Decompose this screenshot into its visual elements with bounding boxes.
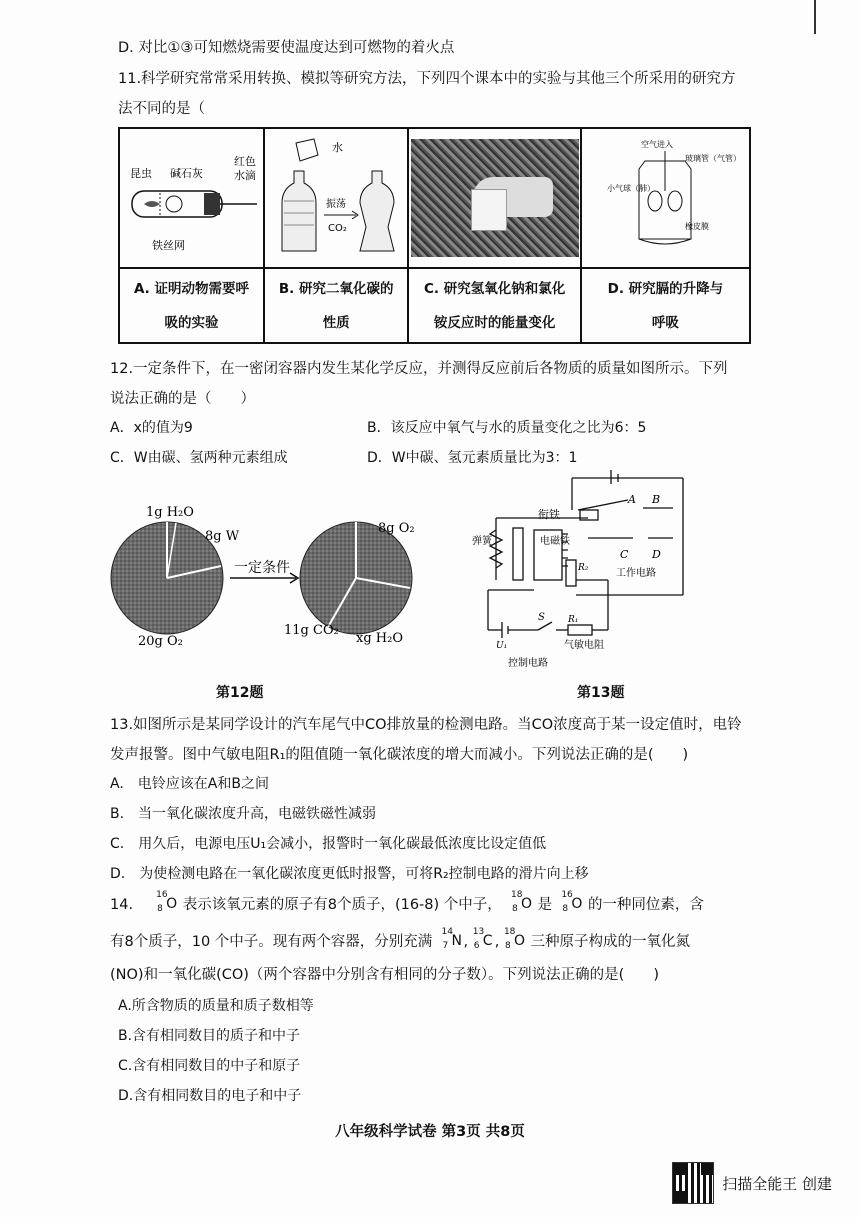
q11-stem-line2: 法不同的是（ — [118, 101, 205, 117]
q14-stem-line1: 14. 16 8 O 表示该氧元素的原子有8个质子，(16-8) 个中子， 18 8 O 是 16 8 O 的一种同位素，含 — [110, 890, 704, 914]
page-footer: 八年级科学试卷 第3页 共8页 — [335, 1124, 525, 1140]
q11-option-a[interactable]: A. 证明动物需要呼 吸的实验 — [119, 268, 264, 343]
svg-text:衔铁: 衔铁 — [538, 508, 560, 521]
svg-text:控制电路: 控制电路 — [508, 658, 548, 669]
svg-text:水滴: 水滴 — [233, 169, 256, 182]
isotope-o18: 18 8 O — [511, 890, 533, 914]
q12-option-a[interactable]: A．x的值为9 — [110, 420, 193, 436]
q11-option-c[interactable]: C. 研究氢氧化钠和氯化 铵反应时的能量变化 — [408, 268, 580, 343]
scanner-stamp — [672, 1162, 832, 1204]
q12-option-b[interactable]: B．该反应中氧气与水的质量变化之比为6：5 — [367, 420, 647, 436]
svg-text:铁丝网: 铁丝网 — [151, 239, 185, 252]
svg-text:橡皮膜: 橡皮膜 — [685, 222, 710, 231]
q14-option-a[interactable]: A.所含物质的质量和质子数相等 — [118, 998, 314, 1014]
q13-stem-line1: 13.如图所示是某同学设计的汽车尾气中CO排放量的检测电路。当CO浓度高于某一设定值时，电铃 — [110, 717, 742, 733]
q13-caption: 第13题 — [577, 685, 625, 701]
isotope-o16-ref: 16 8 O — [561, 890, 583, 914]
svg-text:工作电路: 工作电路 — [616, 568, 656, 579]
before-h2o-label: 1g H₂O — [146, 505, 194, 520]
co2-bottle-apparatus — [266, 131, 406, 261]
q12-caption: 第12题 — [216, 685, 264, 701]
svg-text:昆虫: 昆虫 — [129, 167, 152, 180]
animal-respiration-apparatus — [122, 131, 262, 261]
svg-text:R₁: R₁ — [568, 615, 579, 625]
q11-figure-d — [581, 128, 750, 268]
q12-stem-line2: 说法正确的是（ ） — [110, 391, 255, 407]
svg-text:振荡: 振荡 — [326, 199, 347, 210]
q13-option-c[interactable]: C. 用久后，电源电压U₁会减小，报警时一氧化碳最低浓度比设定值低 — [110, 836, 547, 852]
q11-figure-b — [264, 128, 408, 268]
svg-text:S: S — [538, 612, 545, 623]
after-h2o-label: xg H₂O — [356, 631, 403, 646]
q11-stem-line1: 11.科学研究常常采用转换、模拟等研究方法，下列四个课本中的实验与其他三个所采用的研究方 — [118, 71, 736, 87]
diaphragm-model — [585, 131, 745, 261]
svg-text:红色: 红色 — [233, 155, 256, 168]
q11-option-b[interactable]: B. 研究二氧化碳的 性质 — [264, 268, 408, 343]
before-o2-label: 20g O₂ — [138, 634, 183, 649]
svg-text:玻璃管（气管）: 玻璃管（气管） — [685, 154, 742, 163]
q14-option-b[interactable]: B.含有相同数目的质子和中子 — [118, 1028, 301, 1044]
svg-text:U₁: U₁ — [496, 641, 508, 651]
reaction-photo — [411, 139, 579, 257]
isotope-n14: 14 7 N — [441, 927, 462, 951]
svg-text:CO₂: CO₂ — [328, 223, 348, 234]
q12-stem-line1: 12.一定条件下，在一密闭容器内发生某化学反应，并测得反应前后各物质的质量如图所示。下列 — [110, 361, 728, 377]
svg-text:弹簧: 弹簧 — [472, 536, 492, 547]
q12-option-d[interactable]: D．W中碳、氢元素质量比为3：1 — [367, 450, 578, 466]
svg-text:A: A — [628, 493, 636, 506]
svg-text:小气球（肺）: 小气球（肺） — [607, 184, 656, 193]
isotope-c13: 13 6 C — [472, 927, 493, 951]
page-edge-mark — [814, 0, 816, 34]
q13-option-d[interactable]: D. 为使检测电路在一氧化碳浓度更低时报警，可将R₂控制电路的滑片向上移 — [110, 866, 589, 882]
q11-figure-a — [119, 128, 264, 268]
q11-options-table — [118, 127, 751, 344]
svg-text:电磁铁: 电磁铁 — [540, 536, 570, 547]
before-w-label: 8g W — [205, 529, 240, 544]
qr-code-icon — [672, 1162, 714, 1204]
q10-option-d: D. 对比①③可知燃烧需要使温度达到可燃物的着火点 — [118, 40, 455, 56]
svg-text:C: C — [620, 548, 629, 561]
svg-text:B: B — [652, 493, 661, 506]
q13-option-b[interactable]: B. 当一氧化碳浓度升高，电磁铁磁性减弱 — [110, 806, 377, 822]
q14-option-c[interactable]: C.含有相同数目的中子和原子 — [118, 1058, 301, 1074]
q14-stem-line2: 有8个质子，10 个中子。现有两个容器，分别充满 14 7 N , 13 6 C , 18 8 O 三种原子构成的一氧化氮 — [110, 927, 691, 951]
reaction-arrow-label: 一定条件 — [234, 560, 290, 576]
q14-option-d[interactable]: D.含有相同数目的电子和中子 — [118, 1088, 302, 1104]
svg-text:空气进入: 空气进入 — [641, 140, 674, 149]
svg-text:碱石灰: 碱石灰 — [169, 167, 203, 180]
svg-text:气敏电阻: 气敏电阻 — [564, 640, 604, 651]
q12-option-c[interactable]: C．W由碳、氢两种元素组成 — [110, 450, 288, 466]
q13-stem-line2: 发声报警。图中气敏电阻R₁的阻值随一氧化碳浓度的增大而减小。下列说法正确的是( ) — [110, 747, 689, 763]
scanner-stamp-text: 扫描全能王 创建 — [722, 1174, 832, 1193]
after-o2-label: 8g O₂ — [378, 521, 415, 536]
after-co2-label: 11g CO₂ — [284, 623, 339, 638]
q14-stem-line3: (NO)和一氧化碳(CO)（两个容器中分别含有相同的分子数）。下列说法正确的是( ) — [110, 967, 659, 983]
isotope-o16: 16 8 O — [156, 890, 178, 914]
q13-circuit-figure — [468, 470, 698, 670]
q11-option-d[interactable]: D. 研究膈的升降与 呼吸 — [581, 268, 750, 343]
svg-text:R₂: R₂ — [578, 563, 589, 573]
q12-pie-figure — [110, 490, 430, 660]
isotope-o18-ref: 18 8 O — [503, 927, 525, 951]
svg-text:水: 水 — [332, 141, 344, 154]
svg-text:D: D — [652, 548, 661, 561]
q11-figure-c — [408, 128, 580, 268]
q13-option-a[interactable]: A. 电铃应该在A和B之间 — [110, 776, 269, 792]
